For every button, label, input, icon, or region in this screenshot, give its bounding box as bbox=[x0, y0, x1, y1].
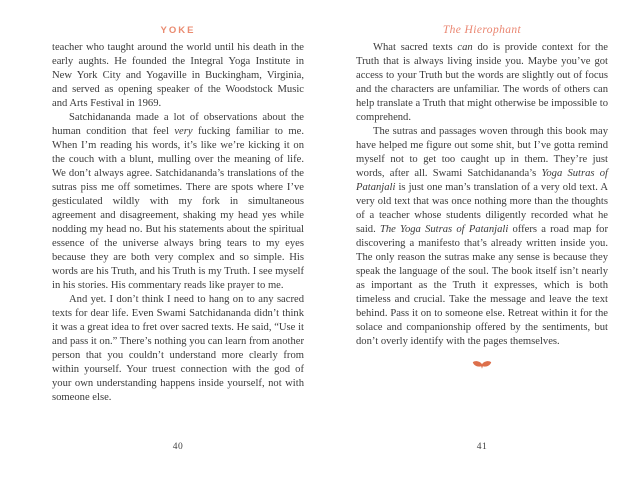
page-number-left: 40 bbox=[172, 442, 184, 452]
body-paragraph: teacher who taught around the world until his death in the early aughts. He founded the Integral Yoga Institute in New York City and Yogaville in Buckingham, Virginia, and served as opening speaker of the Woodstock Music and Arts Festival in 1969. bbox=[52, 42, 304, 109]
moth-ornament-icon bbox=[472, 360, 492, 371]
body-paragraph: Satchidananda made a lot of observations about the human condition that feel very fucking familiar to me. When I’m reading his words, it’s like we’re kicking it on the couch with a blunt, mulling over the meaning of life. We don’t always agree. Satchidananda’s translations of the sutras piss me off sometimes. There are spots where I’ve gesticulated wildly with my fork in simultaneous agreement and disagreement, shaking my head yes while nodding my head no. But his statements about the spiritual essence of the universe always bring tears to my eyes because they are both very complex and so simple. His words are his Truth, and his Truth is my Truth. I see myself in his stories. His commentary reads like prayer to me. bbox=[52, 112, 304, 291]
running-head-right bbox=[356, 20, 608, 38]
body-paragraph: What sacred texts can do is provide context for the Truth that is always living inside you. Maybe you’ve got access to your Truth but the words are slightly out of focus and the characters are unfamiliar. The words of others can help translate a Truth that might otherwise be impossible to comprehend. bbox=[356, 42, 608, 123]
chapter-title: The Hierophant bbox=[442, 24, 522, 36]
page-number-right: 41 bbox=[476, 442, 488, 452]
body-paragraph: And yet. I don’t think I need to hang on to any sacred texts for dear life. Even Swami Satchidananda didn’t think it was a great idea to fret over sacred texts. He said, “Use it and pass it on.” There’s nothing you can learn from another person that you couldn’t understand more clearly from within yourself. Your truest connection with the god of your own understanding happens inside yourself, not with someone else. bbox=[52, 294, 304, 403]
left-body-text bbox=[52, 41, 304, 405]
right-body-text bbox=[356, 41, 608, 370]
page-right bbox=[356, 0, 608, 480]
book-title: YOKE bbox=[160, 25, 196, 36]
section-ornament bbox=[356, 358, 608, 370]
body-paragraph: The sutras and passages woven through this book may have helped me figure out some shit, but I’ve gotta remind myself not to get too caught up in them. They’re just words, after all. Swami Satchidananda’s Yoga Sutras of Patanjali is just one man’s translation of a very old text. A very old text that was once nothing more than the thoughts of a teacher whose students diligently recorded what he said. The Yoga Sutras of Patanjali offers a road map for discovering a manifesto that’s already written inside you. The only reason the sutras make any sense is because they speak the language of the soul. The book itself isn’t nearly as important as the Truth it expresses, which is both timeless and crucial. Take the message and leave the text behind. Pass it on to someone else. Retreat within it for the solace and companionship offered by the sentiments, but don’t overly identify with the pages themselves. bbox=[356, 126, 608, 347]
right-paragraphs bbox=[356, 41, 608, 349]
page-left bbox=[52, 0, 304, 480]
running-head-left bbox=[52, 20, 304, 38]
